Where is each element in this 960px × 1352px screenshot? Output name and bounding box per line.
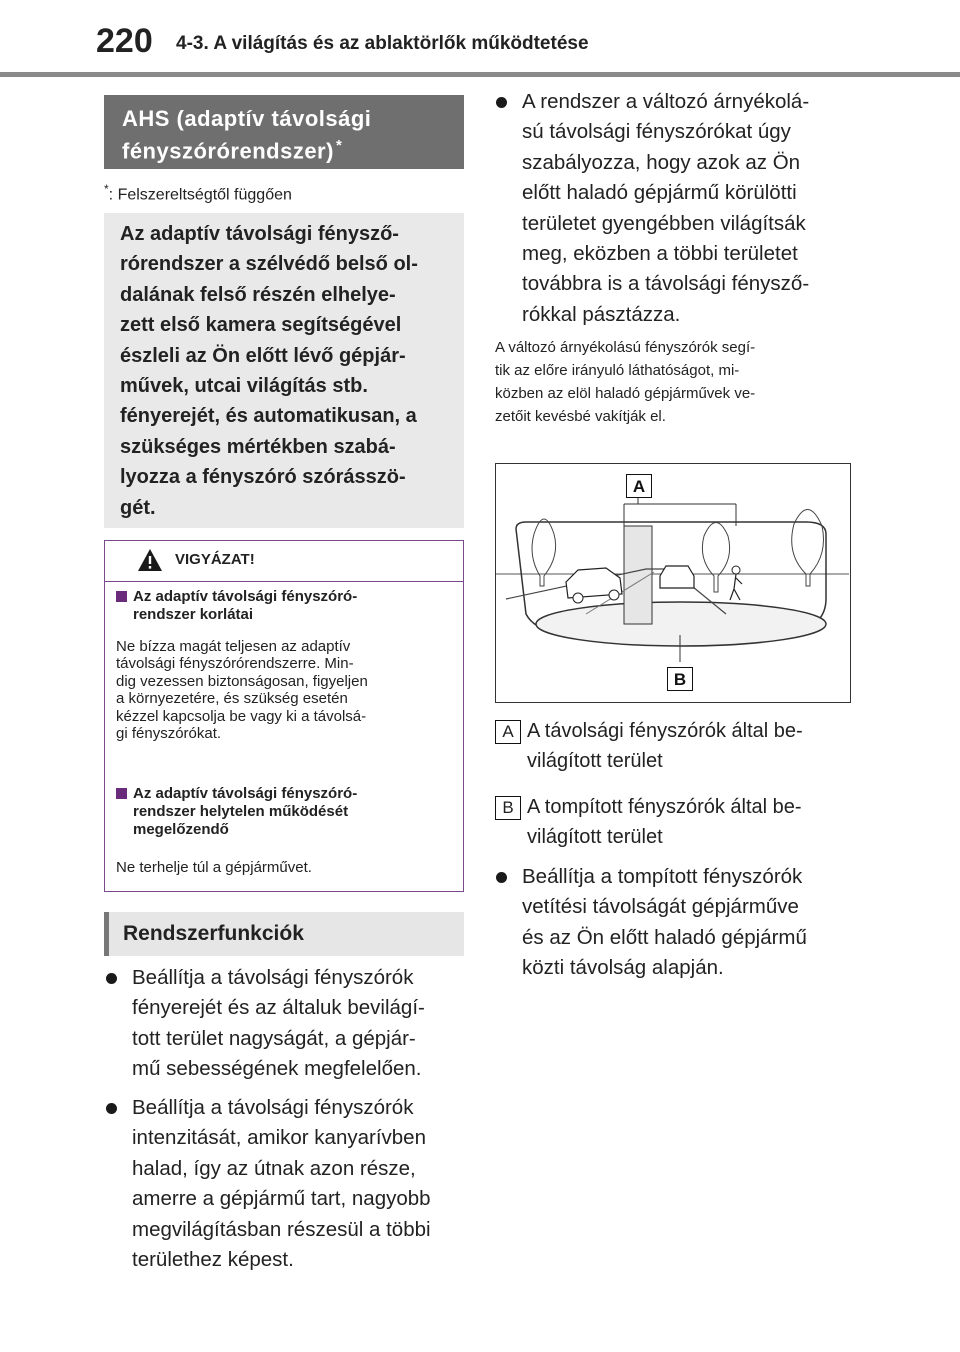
headlight-illustration (495, 463, 851, 703)
footnote-mark: * (104, 182, 109, 196)
ahs-title-mark: * (335, 137, 343, 154)
warning-box (104, 540, 464, 892)
warning-triangle-icon (137, 548, 163, 572)
page-header (0, 0, 960, 76)
legend-item: B A tompított fényszórók által be- világított terület (495, 792, 802, 853)
warning-item-text: Ne terhelje túl a gépjárművet. (116, 859, 312, 876)
functions-section-title: Rendszerfunkciók (104, 912, 464, 956)
intro-line: Az adaptív távolsági fénysző- (120, 223, 399, 245)
road-scene-illustration (496, 464, 849, 701)
warning-header (105, 541, 463, 582)
intro-line: dalának felső részén elhelye- (120, 283, 396, 306)
page-number: 220 (96, 22, 153, 60)
intro-line: művek, utcai világítás stb. (120, 375, 368, 398)
intro-line: észleli az Ön előtt lévő gépjár- (120, 344, 406, 367)
intro-line: szükséges mértékben szabá- (120, 435, 396, 458)
legend-item: A A távolsági fényszórók által be- világított terület (495, 716, 803, 777)
intro-line: zett első kamera segítségével (120, 314, 402, 337)
warning-item-heading: Az adaptív távolsági fényszóró- rendszer helytelen működését megelőzendő (116, 785, 357, 839)
bullet-item: A rendszer a változó árnyékolá- sú távolsági fényszórókat úgy szabályozza, hogy azok az Ön előtt haladó gépjármű körülötti területet gyengébben világítsák meg, eközben a többi területet továbbra is a távolsági fénysző- rókkal pásztázza. (496, 87, 866, 330)
intro-box (104, 213, 464, 528)
square-bullet-icon (116, 591, 127, 602)
footnote-text: : Felszereltségtől függően (108, 186, 292, 204)
header-divider (0, 72, 960, 77)
intro-line: fényerejét, és automatikusan, a (120, 405, 417, 428)
warning-item-heading: Az adaptív távolsági fényszóró- rendszer korlátai (116, 588, 357, 624)
intro-line: rórendszer a szélvédő belső ol- (120, 253, 418, 276)
warning-title: VIGYÁZAT! (175, 551, 255, 568)
figure-label-a: A (626, 474, 652, 498)
chapter-title: 4-3. A világítás és az ablaktörlők működtetése (176, 33, 589, 54)
bullet-item: Beállítja a távolsági fényszórók intenzitását, amikor kanyarívben halad, így az útnak azon része, amerre a gépjármű tart, nagyobb megvilágításban részesül a többi területhez képest. (106, 1093, 466, 1275)
legend-key: B (495, 796, 521, 820)
figure-label-b: B (667, 667, 693, 691)
ahs-title-line1: AHS (adaptív távolsági (122, 106, 372, 131)
bullet-item: Beállítja a tompított fényszórók vetítési távolságát gépjárműve és az Ön előtt haladó gépjármű közti távolság alapján. (496, 862, 866, 984)
bullet-item: Beállítja a távolsági fényszórók fényerejét és az általuk bevilágí- tott terület nagyságát, a gépjár- mű sebességének megfelelően. (106, 963, 466, 1085)
ahs-section-title (104, 95, 464, 169)
ahs-title-line2: fényszórórendszer) (122, 138, 334, 164)
square-bullet-icon (116, 788, 127, 799)
warning-item-text: Ne bízza magát teljesen az adaptív távolsági fényszórórendszerre. Min- dig vezessen biztonságosan, figyeljen a környezetére, és szükség esetén kézzel kapcsolja be vagy ki a távolsá- gi fényszórókat. (116, 638, 368, 743)
bullet-dot-icon (106, 973, 117, 984)
intro-line: gét. (120, 496, 156, 519)
bullet-dot-icon (496, 97, 507, 108)
legend-key: A (495, 720, 521, 744)
intro-line: lyozza a fényszóró szórásszö- (120, 466, 406, 489)
footnote (104, 182, 292, 204)
bullet-dot-icon (496, 872, 507, 883)
bullet-dot-icon (106, 1103, 117, 1114)
note-text: A változó árnyékolású fényszórók segí- tik az előre irányuló láthatóságot, mi- közben az elöl haladó gépjárművek ve- zetőit kevésbé vakítják el. (495, 339, 756, 425)
